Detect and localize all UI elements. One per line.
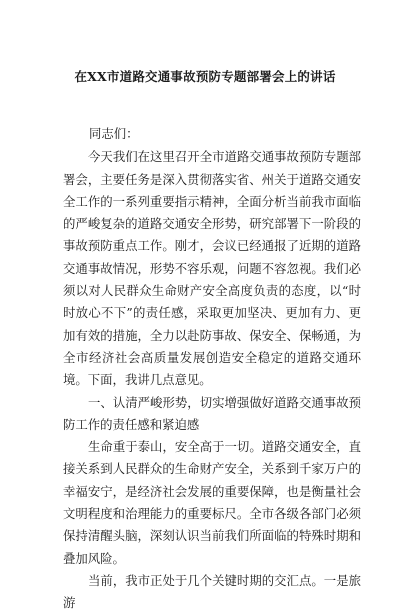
- document-title: 在XX市道路交通事故预防专题部署会上的讲话: [74, 69, 336, 84]
- section-heading: 一、认清严峻形势，切实增强做好道路交通事故预防工作的责任感和紧迫感: [63, 394, 361, 432]
- paragraph-section-2: 当前，我市正处于几个关键时期的交汇点。一是旅游: [63, 572, 361, 611]
- paragraph-section-1: 生命重于泰山，安全高于一切。道路交通安全，直接关系到人民群众的生命财产安全，关系到千家万户的幸福安宁，是经济社会发展的重要保障，也是衡量社会文明程度和治理能力的重要标尺。全市各级各部门必须保持清醒头脑，深刻认识当前我们所面临的特殊时期和叠加风险。: [63, 439, 361, 566]
- greeting: 同志们：: [89, 126, 139, 141]
- paragraph-intro: 今天我们在这里召开全市道路交通事故预防专题部署会，主要任务是深入贯彻落实省、州关于道路交通安全工作的一系列重要指示精神，全面分析当前我市面临的严峻复杂的道路交通安全形势，研究部署下一阶段的事故预防重点工作。刚才，会议已经通报了近期的道路交通事故情况，形势不容乐观，问题不容忽视。我们必须以对人民群众生命财产安全高度负责的态度，以“时时放心不下”的责任感，采取更加坚决、更加有力、更加有效的措施，全力以赴防事故、保安全、保畅通，为全市经济社会高质量发展创造安全稳定的道路交通环境。下面，我讲几点意见。: [63, 149, 361, 388]
- document-body: [63, 123, 361, 615]
